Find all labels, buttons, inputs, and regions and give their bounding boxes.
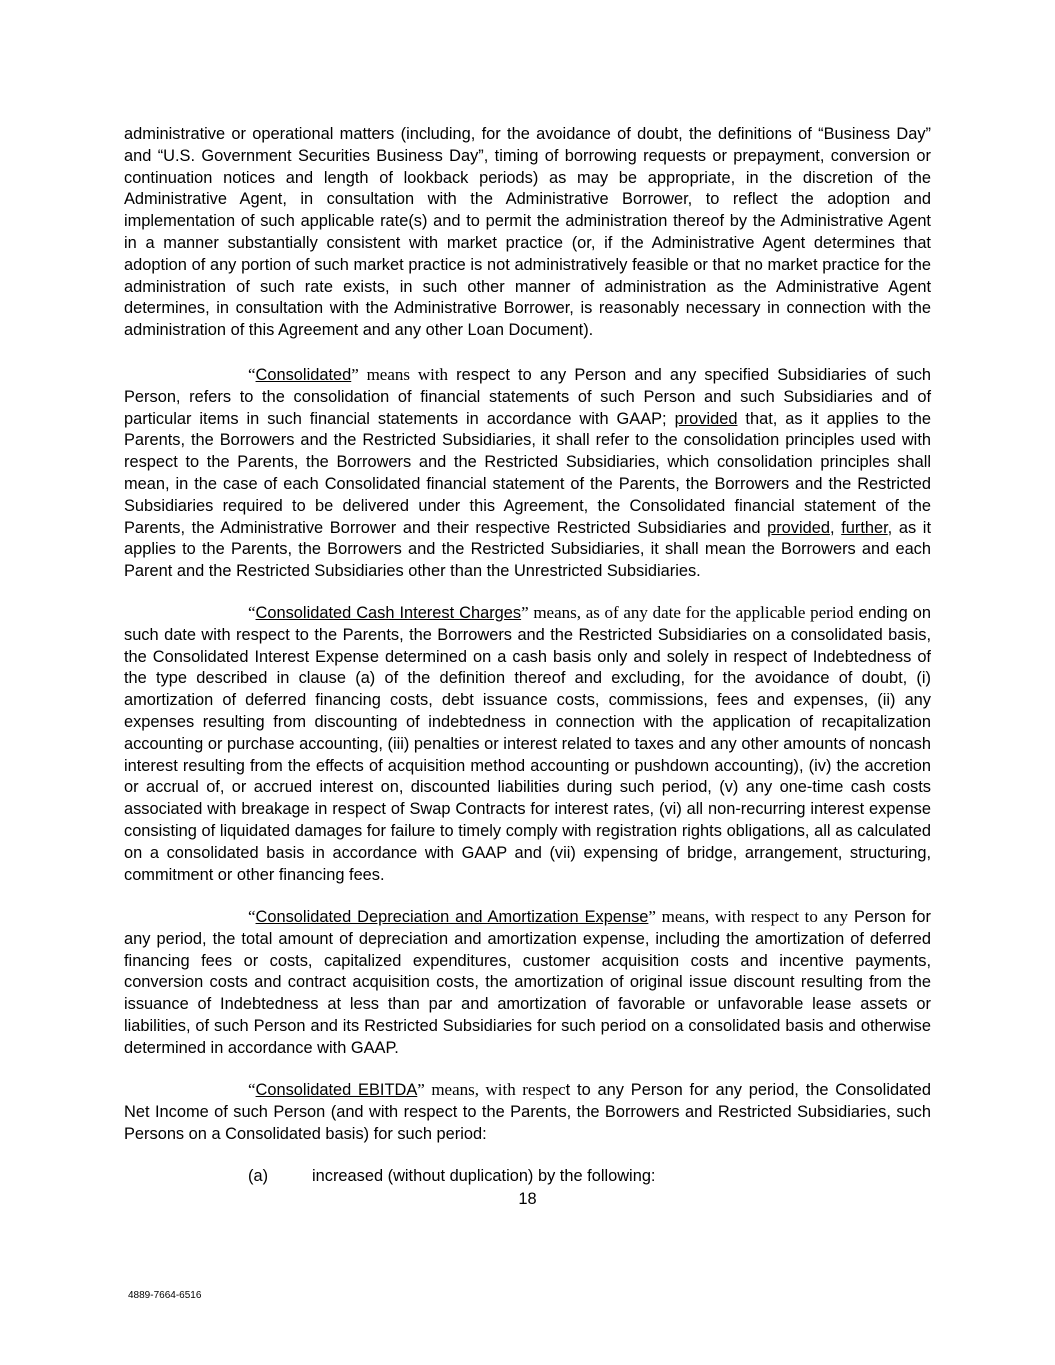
definition-body: , as it applies to the Parents, the Borrowers and the Restricted Subsidiaries, it shall mean the Borrowers and each Parent and the Restricted Subsidiaries other than the Unrestricted Subsidiaries. xyxy=(124,518,931,581)
means-text: ” means, with respect to any xyxy=(648,907,849,926)
definition-body: Person for any period, the total amount of depreciation and amortization expense, including the amortization of deferred financing fees or costs, capitalized expenditures, customer acquisition costs and incentive payments, conversion costs and contract acquisition costs, the amortization of original issue discount resulting from the issuance of Indebtedness at less than par and amortization of favorable or unfavorable lease assets or liabilities, of such Person and its Restricted Subsidiaries for such period on a consolidated basis and otherwise determined in accordance with GAAP. xyxy=(124,908,932,1057)
means-text: ” means, as of any date for the applicable period xyxy=(521,603,854,622)
provided-term: provided xyxy=(767,518,830,537)
definition-body: that, as it applies to the Parents, the Borrowers and the Restricted Subsidiaries, it shall refer to the consolidation principles used with respect to the Parents, the Borrowers and the Restricted Subsidiaries, which consolidation principles shall mean, in the case of each Consolidated financial statement of the Parents, the Borrowers and the Restricted Subsidiaries required to be delivered under this Agreement, the Consolidated financial statement of the Parents, the Administrative Borrower and their respective Restricted Subsidiaries and xyxy=(124,409,931,537)
definition-body: respect to any Person and any specified Subsidiaries of such Person, refers to the consolidation of financial statements of such Person and such Subsidiaries and of particular items in such financial statements in accordance with GAAP; xyxy=(124,366,932,428)
list-item-text: increased (without duplication) by the following: xyxy=(312,1167,656,1185)
open-quote: “ xyxy=(248,1080,256,1099)
defined-term: Consolidated Cash Interest Charges xyxy=(255,604,522,622)
paragraph-administrative-matters xyxy=(124,124,931,342)
document-id: 4889-7664-6516 xyxy=(128,1290,202,1301)
list-item-label: (a) xyxy=(248,1167,269,1185)
definition-consolidated-cash-interest-charges xyxy=(124,602,931,886)
definition-consolidated-depreciation xyxy=(124,906,931,1060)
comma: , xyxy=(829,518,842,537)
means-text: ” means, with respec xyxy=(417,1080,566,1099)
definition-consolidated xyxy=(124,364,931,583)
defined-term: Consolidated Depreciation and Amortization Expense xyxy=(255,908,649,926)
definition-body: ending on such date with respect to the Parents, the Borrowers and the Restricted Subsidiaries on a consolidated basis, the Consolidated Interest Expense determined on a cash basis only and solely in respect of Indebtedness of the type described in clause (a) of the definition thereof and excluding, for the avoidance of doubt, (i) amortization of deferred financing costs, debt issuance costs, commissions, fees and expenses, (ii) any expenses resulting from discounting of indebtedness in connection with the application of recapitalization accounting or purchase accounting, (iii) penalties or interest related to taxes and any other amounts of noncash interest resulting from the effects of acquisition method accounting or pushdown accounting), (iv) the accretion or accrual of, or accrued interest on, discounted liabilities during such period, (v) any one-time cash costs associated with breakage in respect of Swap Contracts for interest rates, (vi) all non-recurring interest expense consisting of liquidated damages for failure to timely comply with registration rights obligations, all as calculated on a consolidated basis in accordance with GAAP and (vii) expensing of bridge, arrangement, structuring, commitment or other financing fees. xyxy=(124,604,931,884)
paragraph-text: administrative or operational matters (including, for the avoidance of doubt, the definitions of “Business Day” and “U.S. Government Securities Business Day”, timing of borrowing requests or prepayment, conversion or continuation notices and length of lookback periods) as may be appropriate, in the discretion of the Administrative Agent, in consultation with the Administrative Borrower, to reflect the adoption and implementation of such applicable rate(s) and to permit the administration thereof by the Administrative Agent in a manner substantially consistent with market practice (or, if the Administrative Agent determines that adoption of any portion of such market practice is not administratively feasible or that no market practice for the administration of such rate exists, in such other manner of administration as the Administrative Agent determines, in consultation with the Administrative Borrower, is reasonably necessary in connection with the administration of this Agreement and any other Loan Document). xyxy=(124,125,931,340)
open-quote: “ xyxy=(248,907,256,926)
provided-term: provided xyxy=(674,409,738,428)
definition-consolidated-ebitda xyxy=(124,1079,931,1145)
further-term: further xyxy=(841,518,888,537)
list-item xyxy=(248,1166,655,1188)
page-number: 18 xyxy=(518,1190,537,1208)
means-text: ” means with xyxy=(351,365,449,384)
defined-term: Consolidated EBITDA xyxy=(255,1081,418,1099)
open-quote: “ xyxy=(248,365,256,384)
defined-term: Consolidated xyxy=(255,366,352,384)
definition-body: t to any Person for any period, the Consolidated Net Income of such Person (and with respect to the Parents, the Borrowers and Restricted Subsidiaries, such Persons on a Consolidated basis) for such period: xyxy=(124,1081,931,1143)
open-quote: “ xyxy=(248,603,256,622)
